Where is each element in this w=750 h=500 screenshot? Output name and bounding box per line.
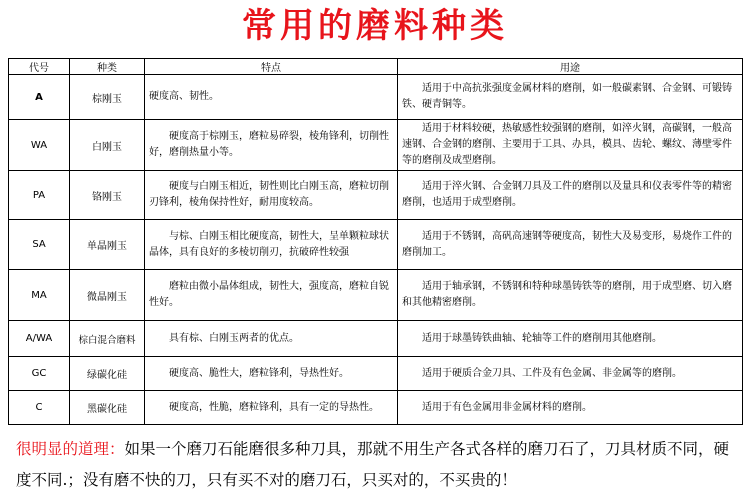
kind-cell: 白刚玉 xyxy=(70,120,145,171)
table-row xyxy=(9,391,743,425)
code-cell: WA xyxy=(9,120,70,171)
code-cell: MA xyxy=(9,270,70,321)
feature-cell xyxy=(145,171,398,220)
column-header-feature: 特点 xyxy=(145,59,398,75)
table-row xyxy=(9,75,743,120)
footer-note xyxy=(16,434,741,496)
table-row xyxy=(9,171,743,220)
usage-text: 适用于不锈钢，高矾高速钢等硬度高，韧性大及易变形，易烧作工件的磨削加工。 xyxy=(402,230,732,258)
feature-text: 硬度与白刚玉相近，韧性则比白刚玉高，磨粒切削刃锋利，棱角保持性好，耐用度较高。 xyxy=(149,181,389,208)
table-row xyxy=(9,357,743,391)
usage-text: 适用于球墨铸铁曲轴、轮轴等工件的磨削用其他磨削。 xyxy=(422,332,662,344)
usage-cell xyxy=(398,120,743,171)
column-header-usage: 用途 xyxy=(398,59,743,75)
table-row xyxy=(9,220,743,270)
usage-text: 适用于轴承钢，不锈钢和特种球墨铸铁等的磨削，用于成型磨、切入磨和其他精密磨削。 xyxy=(402,281,732,308)
feature-text: 与棕、白刚玉相比硬度高，韧性大，呈单颗粒球状晶体，具有良好的多棱切削刃，抗破碎性较强 xyxy=(149,230,389,258)
feature-text: 硬度高、韧性。 xyxy=(149,91,219,102)
feature-text: 磨粒由微小晶体组成，韧性大，强度高，磨粒自锐性好。 xyxy=(149,281,389,308)
usage-cell xyxy=(398,220,743,270)
footer-text: 如果一个磨刀石能磨很多种刀具，那就不用生产各式各样的磨刀石了，刀具材质不同，硬度不同.；没有磨不快的刀，只有买不对的磨刀石，只买对的，不买贵的！ xyxy=(16,440,730,489)
feature-cell xyxy=(145,391,398,425)
usage-text: 适用于淬火钢、合金钢刀具及工件的磨削以及量具和仪表零件等的精密磨削，也适用于成型磨削。 xyxy=(402,181,732,208)
feature-text: 硬度高于棕刚玉，磨粒易碎裂，棱角锋利，切削性好，磨削热量小等。 xyxy=(149,131,389,158)
usage-cell xyxy=(398,321,743,357)
usage-cell xyxy=(398,171,743,220)
feature-cell xyxy=(145,120,398,171)
footer-lead: 很明显的道理： xyxy=(16,440,125,458)
column-header-code: 代号 xyxy=(9,59,70,75)
code-cell: A/WA xyxy=(9,321,70,357)
feature-cell xyxy=(145,220,398,270)
usage-cell xyxy=(398,391,743,425)
usage-cell xyxy=(398,270,743,321)
usage-text: 适用于材料较硬，热敏感性较强钢的磨削，如淬火钢，高碳钢，一般高速钢、合金钢的磨削、主要用于工具、办具，模具、齿轮、螺纹、薄壁零件等的磨削及成型磨削。 xyxy=(402,123,732,166)
usage-text: 适用于有色金属用非金属材料的磨削。 xyxy=(422,401,592,413)
table-row xyxy=(9,120,743,171)
code-cell: C xyxy=(9,391,70,425)
usage-text: 适用于硬质合金刀具、工件及有色金属、非金属等的磨削。 xyxy=(422,367,682,379)
kind-cell: 黑碳化硅 xyxy=(70,391,145,425)
feature-text: 具有棕、白刚玉两者的优点。 xyxy=(169,332,299,344)
feature-cell xyxy=(145,75,398,120)
kind-cell: 单晶刚玉 xyxy=(70,220,145,270)
feature-text: 硬度高、脆性大，磨粒锋利，导热性好。 xyxy=(169,367,349,379)
table-row xyxy=(9,321,743,357)
kind-cell: 棕刚玉 xyxy=(70,75,145,120)
feature-cell xyxy=(145,357,398,391)
usage-cell xyxy=(398,75,743,120)
code-cell: PA xyxy=(9,171,70,220)
feature-cell xyxy=(145,270,398,321)
kind-cell: 绿碳化硅 xyxy=(70,357,145,391)
kind-cell: 棕白混合磨料 xyxy=(70,321,145,357)
kind-cell: 微晶刚玉 xyxy=(70,270,145,321)
page-title: 常用的磨料种类 xyxy=(242,6,508,46)
kind-cell: 铬刚玉 xyxy=(70,171,145,220)
abrasive-table xyxy=(8,58,743,425)
usage-cell xyxy=(398,357,743,391)
feature-cell xyxy=(145,321,398,357)
code-cell: A xyxy=(9,75,70,120)
feature-text: 硬度高，性脆，磨粒锋利，具有一定的导热性。 xyxy=(169,401,379,413)
column-header-kind: 种类 xyxy=(70,59,145,75)
usage-text: 适用于中高抗张强度金属材料的磨削，如一般碳素钢、合金钢、可锻铸铁、硬青铜等。 xyxy=(402,83,732,110)
code-cell: SA xyxy=(9,220,70,270)
code-cell: GC xyxy=(9,357,70,391)
table-row xyxy=(9,270,743,321)
header-row xyxy=(9,59,743,75)
